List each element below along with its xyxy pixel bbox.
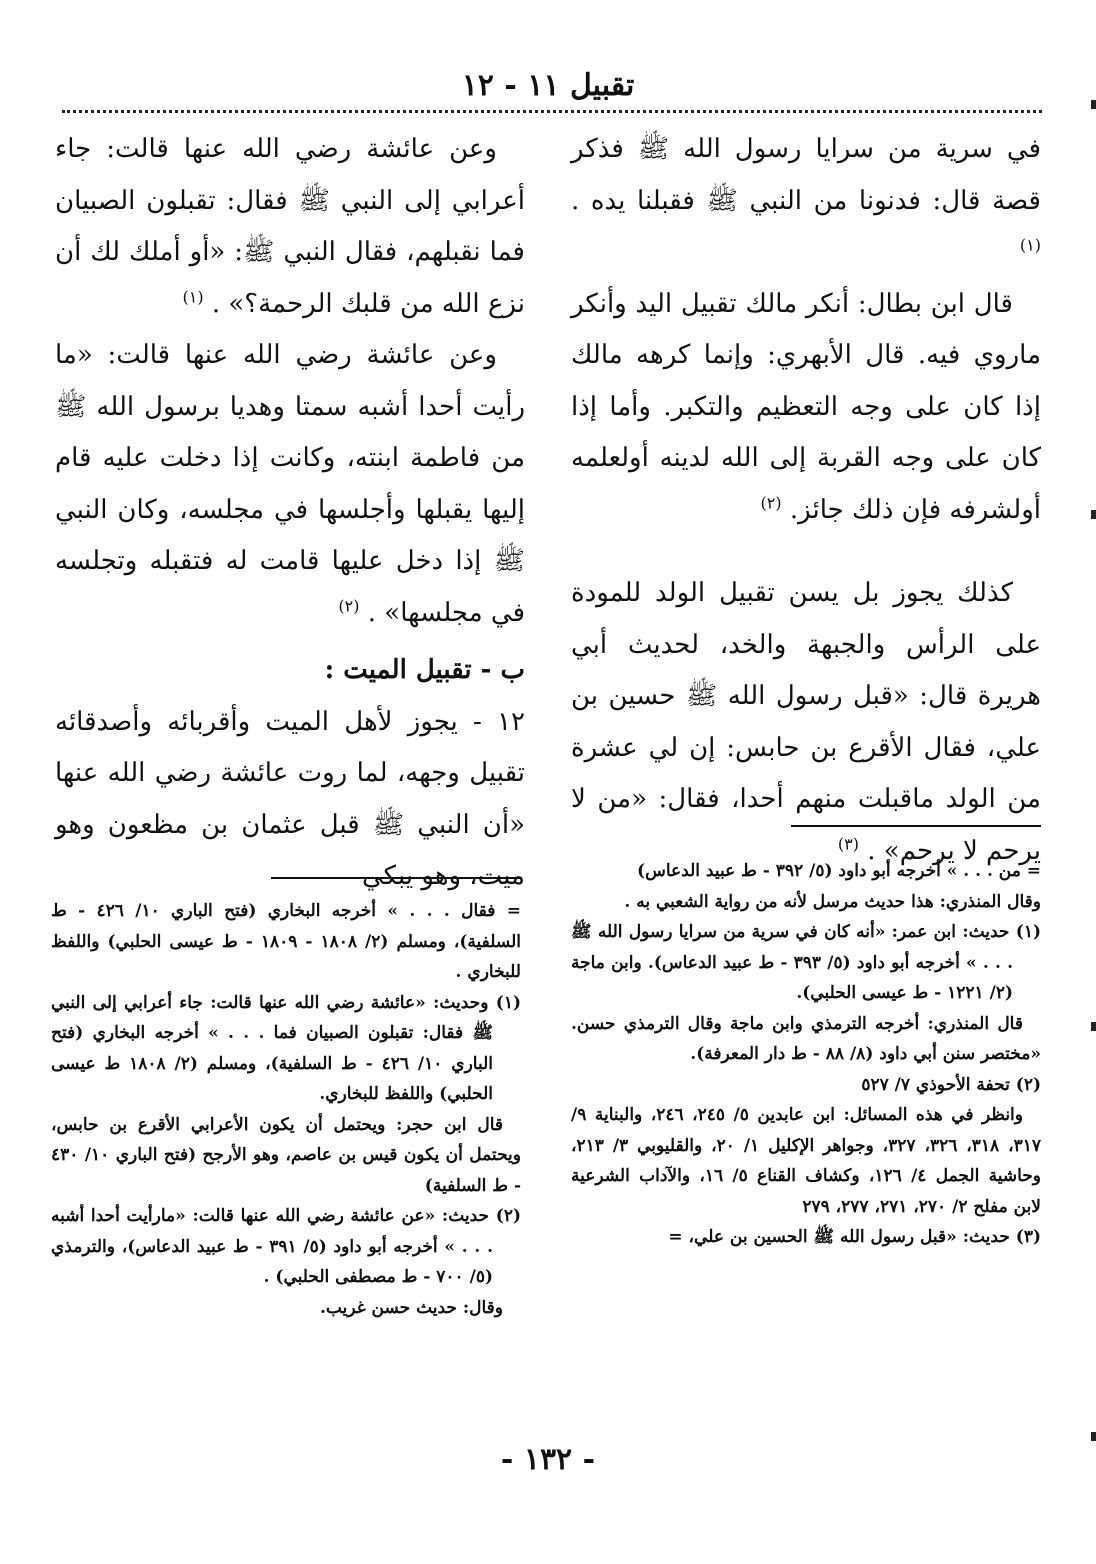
left-paragraph-3: ١٢ - يجوز لأهل الميت وأقربائه وأصدقائه تقبيل وجهه، لما روت عائشة رضي الله عنها «أن النبي ﷺ قبل عثمان بن مظعون وهو ميت، وهو يبكي [55,706,525,891]
left-paragraph-2-text: وعن عائشة رضي الله عنها قالت: «ما رأيت أحدا أشبه سمتا وهديا برسول الله ﷺ من فاطمة ابنته، وكانت إذا دخلت عليه قام إليها يقبلها وأجلسها في مجلسه، وكان النبي ﷺ إذا دخل عليها قامت له فتقبله وتجلسه في مجلسها» . [55,340,525,628]
footnote-continuation: = فقال . . . » أخرجه البخاري (فتح الباري ١٠/ ٤٢٦ - ط السلفية)، ومسلم (٢/ ١٨٠٨ - ١٨٠٩ - ط عيسى الحلبي) واللفظ للبخاري . [51,901,521,982]
scan-edge-mark [1091,1022,1096,1031]
right-paragraph-1 [571,124,1041,279]
page-number: - ١٣٢ - [500,1442,596,1477]
footnote-divider-right [791,825,1041,827]
footnote-2: (٢) تحفة الأحوذي ٧/ ٥٢٧ [861,1074,1041,1095]
left-paragraph-1 [55,124,525,330]
footnote-2: (٢) حديث: «عن عائشة رضي الله عنها قالت: «مارأيت أحدا أشبه . . . » أخرجه أبو داود (٥/ ٣٩١ - ط عبيد الدعاس)، والترمذي (٥/ ٧٠٠ - ط مصطفى الحلبي) . [51,1206,521,1287]
footnote-1-note: قال المنذري: أخرجه الترمذي وابن ماجة وقال الترمذي حسن. «مختصر سنن أبي داود (٨/ ٨٨ - ط دار المعرفة). [571,1013,1041,1064]
footnote-continuation: = من . . . » أخرجه أبو داود (٥/ ٣٩٢ - ط عبيد الدعاس) [637,861,1041,881]
right-paragraph-2-text: قال ابن بطال: أنكر مالك تقبيل اليد وأنكر ماروي فيه. قال الأبهري: وإنما كرهه مالك إذا كان على وجه التعظيم والتكبر. وأما إذا كان على وجه القربة إلى الله لدينه أولعلمه أولشرفه فإن ذلك جائز. [571,288,1041,525]
right-paragraph-1-text: في سرية من سرايا رسول الله ﷺ فذكر قصة قال: فدنونا من النبي ﷺ فقبلنا يده . [571,134,1041,216]
footnote-continuation-note: وقال المنذري: هذا حديث مرسل لأنه من رواية الشعبي به . [624,891,1041,912]
left-column [55,124,525,903]
header-dotted-rule [62,110,1042,113]
right-paragraph-3-text: كذلك يجوز بل يسن تقبيل الولد للمودة على الرأس والجبهة والخد، لحديث أبي هريرة قال: «قبل رسول الله ﷺ حسين بن علي، فقال الأقرع بن حابس: إن لي عشرة من الولد ماقبلت منهم أحدا، فقال: «من لا يرحم لا يرحم» . [571,578,1041,866]
footnote-ref: (١) [182,286,204,306]
footnote-divider-left [271,877,521,879]
footnote-1: (١) حديث: ابن عمر: «أنه كان في سرية من سرايا رسول الله ﷺ . . . » أخرجه أبو داود (٥/ ٣٩٣ - ط عبيد الدعاس). وابن ماجة (٢/ ١٢٢١ - ط عيسى الحلبي). [571,922,1041,1003]
right-paragraph-2 [571,279,1041,537]
right-footnotes [571,856,1041,1253]
scan-edge-mark [1091,1432,1096,1441]
footnote-2-note: وانظر في هذه المسائل: ابن عابدين ٥/ ٢٤٥، ٢٤٦، والبناية ٩/ ٣١٧، ٣١٨، ٣٢٦، ٣٢٧، وجواهر الإكليل ١/ ٢٠، والقليوبي ٣/ ٢١٣، وحاشية الجمل ٤/ ١٢٦، وكشاف القناع ٥/ ١٦، والآداب الشرعية لابن مفلح ٢/ ٢٧٠، ٢٧١، ٢٧٧، ٢٧٩ [571,1105,1041,1217]
page-header-title: تقبيل ١١ - ١٢ [461,68,635,103]
section-heading: ب - تقبيل الميت : [324,655,525,685]
right-column [571,124,1041,877]
left-footnotes [51,896,521,1323]
footnote-ref: (٢) [338,595,360,615]
footnote-1-note: قال ابن حجر: ويحتمل أن يكون الأعرابي الأقرع بن حابس، ويحتمل أن يكون قيس بن عاصم، وهو الأرجح (فتح الباري ١٠/ ٤٣٠ - ط السلفية) [51,1114,521,1196]
footnote-3: (٣) حديث: «قبل رسول الله ﷺ الحسين بن علي، = [668,1227,1041,1247]
right-paragraph-3 [571,568,1041,877]
footnote-1: (١) وحديث: «عائشة رضي الله عنها قالت: جاء أعرابي إلى النبي ﷺ فقال: تقبلون الصبيان فما . . . » أخرجه البخاري (فتح الباري ١٠/ ٤٢٦ - ط السلفية)، ومسلم (٢/ ١٨٠٨ ط عيسى الحلبي) واللفظ للبخاري. [51,992,521,1104]
left-paragraph-2 [55,330,525,639]
footnote-ref: (٣) [837,833,860,853]
footnote-ref: (٢) [760,492,782,512]
left-paragraph-1-text: وعن عائشة رضي الله عنها قالت: جاء أعرابي إلى النبي ﷺ فقال: تقبلون الصبيان فما نقبلهم، فقال النبي ﷺ: «أو أملك لك أن نزع الله من قلبك الرحمة؟» . [55,134,525,319]
scan-edge-mark [1091,100,1096,109]
footnote-ref: (١) [1019,235,1041,255]
scan-edge-mark [1091,510,1096,519]
footnote-2-note: وقال: حديث حسن غريب. [320,1297,503,1318]
